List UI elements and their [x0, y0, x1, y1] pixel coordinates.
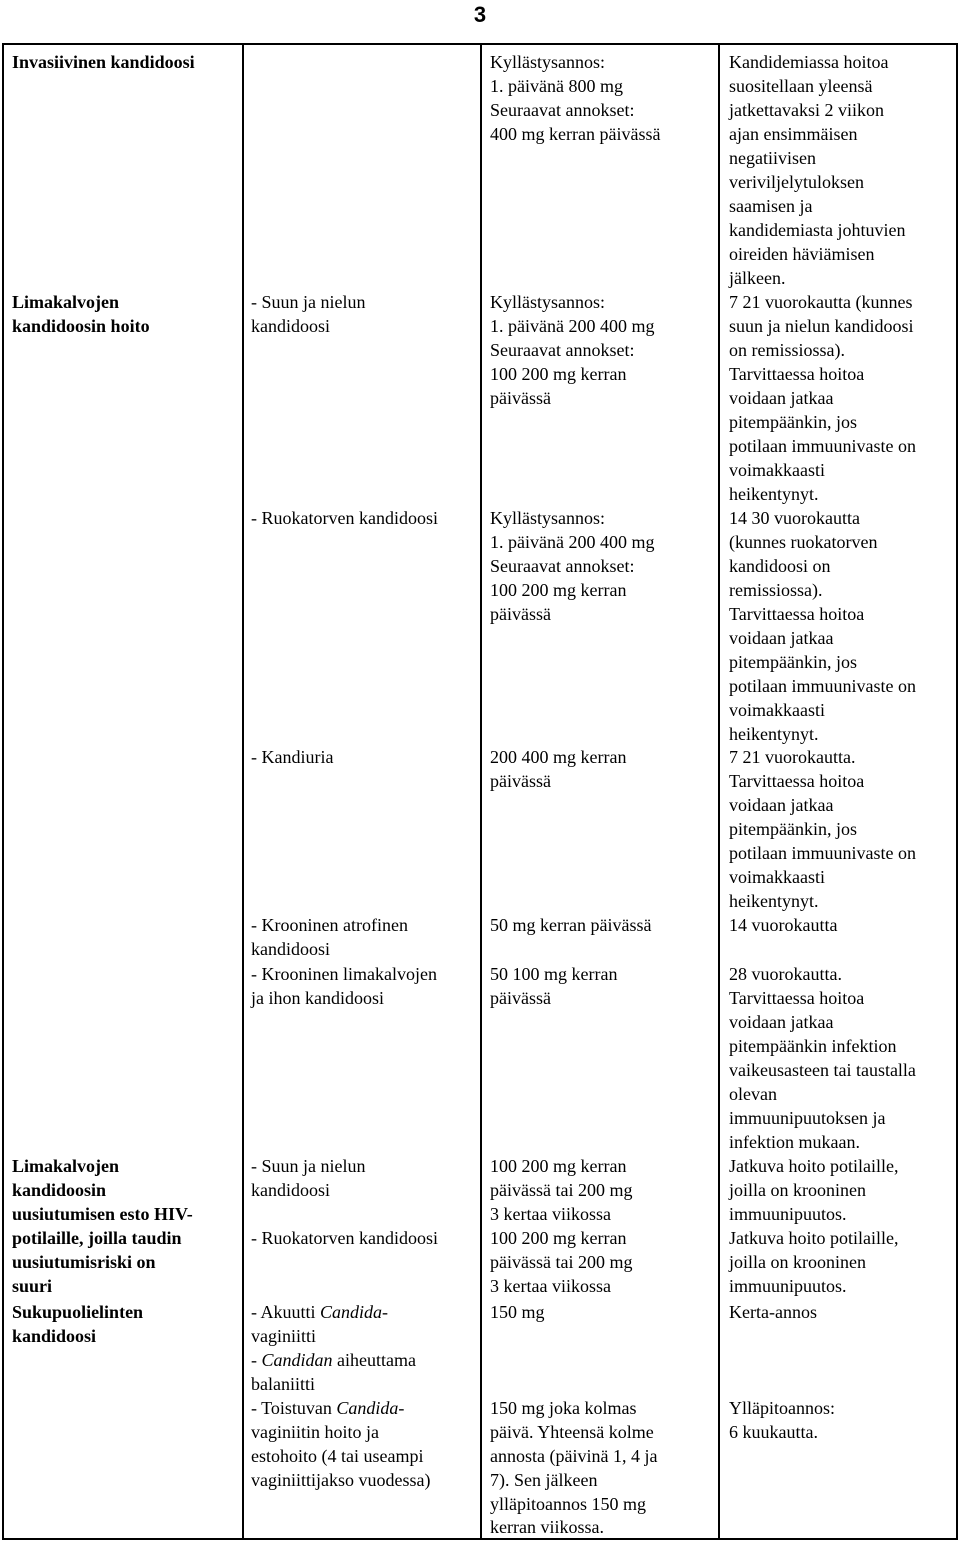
duration-line: 14 vuorokautta [729, 915, 838, 935]
table-border-top [2, 43, 958, 45]
duration-line: potilaan immuunivaste on [729, 676, 916, 696]
dose-line: 1. päivänä 200 400 mg [490, 316, 655, 336]
dose-line: 1. päivänä 800 mg [490, 76, 623, 96]
subtype-line: estohoito (4 tai useampi [251, 1446, 424, 1466]
duration-line: voidaan jatkaa [729, 388, 834, 408]
duration-line: immuunipuutos. [729, 1276, 847, 1296]
duration-line: Kandidemiassa hoitoa [729, 52, 889, 72]
duration-line: pitempäänkin, jos [729, 819, 857, 839]
duration-line: voimakkaasti [729, 700, 825, 720]
duration-line: heikentynyt. [729, 484, 819, 504]
duration-line: Tarvittaessa hoitoa [729, 364, 865, 384]
duration-line: heikentynyt. [729, 724, 819, 744]
duration-line: voimakkaasti [729, 460, 825, 480]
text-run: - Akuutti [251, 1302, 321, 1322]
dose-line: 100 200 mg kerran [490, 580, 627, 600]
duration-line: infektion mukaan. [729, 1132, 860, 1152]
text-run-italic: Candida [336, 1398, 399, 1418]
duration-line: 6 kuukautta. [729, 1422, 818, 1442]
label-line: uusiutumisriski on [12, 1252, 156, 1272]
duration-line: kandidemiasta johtuvien [729, 220, 906, 240]
duration-line: potilaan immuunivaste on [729, 843, 916, 863]
duration-line: pitempäänkin, jos [729, 412, 857, 432]
column-divider-2 [480, 43, 482, 1540]
text-run: - [382, 1302, 389, 1322]
duration-line: immuunipuutoksen ja [729, 1108, 886, 1128]
dose-line: 50 100 mg kerran [490, 964, 618, 984]
duration-line: suositellaan yleensä [729, 76, 873, 96]
duration-line: olevan [729, 1084, 777, 1104]
column-divider-1 [242, 43, 244, 1540]
duration-line: negatiivisen [729, 148, 816, 168]
label-line: uusiutumisen esto HIV- [12, 1204, 193, 1224]
text-run-italic: Candidan [261, 1350, 333, 1370]
dose-line: 400 mg kerran päivässä [490, 124, 661, 144]
duration-line: immuunipuutos. [729, 1204, 847, 1224]
duration-line: voidaan jatkaa [729, 1012, 834, 1032]
duration-line: kandidoosi on [729, 556, 831, 576]
duration-line: heikentynyt. [729, 891, 819, 911]
duration-line: voimakkaasti [729, 867, 825, 887]
label-line: kandidoosin [12, 1180, 107, 1200]
label-line: potilaille, joilla taudin [12, 1228, 182, 1248]
subtype-line: - Krooninen limakalvojen [251, 964, 437, 984]
duration-line: oireiden häviämisen [729, 244, 875, 264]
dose-line: päivässä [490, 771, 551, 791]
table-border-bottom [2, 1538, 958, 1540]
duration-line: joilla on krooninen [729, 1180, 866, 1200]
duration-line: voidaan jatkaa [729, 795, 834, 815]
duration-line: 7 21 vuorokautta (kunnes [729, 292, 913, 312]
duration-line: suun ja nielun kandidoosi [729, 316, 914, 336]
dose-line: Kyllästysannos: [490, 292, 605, 312]
dose-line: päivässä tai 200 mg [490, 1252, 633, 1272]
dose-line: Seuraavat annokset: [490, 100, 635, 120]
dose-line: 150 mg joka kolmas [490, 1398, 637, 1418]
duration-line: voidaan jatkaa [729, 628, 834, 648]
label-line: kandidoosi [12, 1326, 97, 1346]
dose-line: kerran viikossa. [490, 1517, 604, 1537]
dose-line: 3 kertaa viikossa [490, 1204, 611, 1224]
dose-line: Seuraavat annokset: [490, 340, 635, 360]
dose-line: Kyllästysannos: [490, 508, 605, 528]
dose-line: 50 mg kerran päivässä [490, 915, 652, 935]
subtype-line: - Kandiuria [251, 747, 334, 767]
dose-line: päivässä [490, 604, 551, 624]
duration-line: Jatkuva hoito potilaille, [729, 1156, 899, 1176]
dose-line: 100 200 mg kerran [490, 1156, 627, 1176]
duration-line: 7 21 vuorokautta. [729, 747, 856, 767]
subtype-line: vaginiitin hoito ja [251, 1422, 379, 1442]
duration-line: jälkeen. [729, 268, 786, 288]
text-run-italic: Candida [320, 1302, 383, 1322]
text-run: - Toistuvan [251, 1398, 337, 1418]
label-line: Sukupuolielinten [12, 1302, 144, 1322]
column-divider-3 [718, 43, 720, 1540]
subtype-line: - Ruokatorven kandidoosi [251, 1228, 438, 1248]
dose-line: 100 200 mg kerran [490, 1228, 627, 1248]
duration-line: pitempäänkin infektion [729, 1036, 897, 1056]
duration-line: ajan ensimmäisen [729, 124, 858, 144]
duration-line: saamisen ja [729, 196, 813, 216]
invasive-candidiasis-label: Invasiivinen kandidoosi [12, 52, 195, 72]
table-border-left [2, 43, 4, 1540]
duration-line: on remissiossa). [729, 340, 845, 360]
duration-line: Tarvittaessa hoitoa [729, 604, 865, 624]
subtype-line [251, 1396, 404, 1420]
text-run: - [398, 1398, 405, 1418]
dose-line: Kyllästysannos: [490, 52, 605, 72]
label-line: Limakalvojen [12, 292, 120, 312]
subtype-line: balaniitti [251, 1374, 315, 1394]
duration-line: joilla on krooninen [729, 1252, 866, 1272]
duration-line: potilaan immuunivaste on [729, 436, 916, 456]
label-line: Limakalvojen [12, 1156, 120, 1176]
dose-line: 200 400 mg kerran [490, 747, 627, 767]
dose-line: päivässä [490, 388, 551, 408]
subtype-line: kandidoosi [251, 939, 330, 959]
subtype-line [251, 1300, 388, 1324]
subtype-line: - Ruokatorven kandidoosi [251, 508, 438, 528]
text-run: - [251, 1350, 262, 1370]
duration-line: Tarvittaessa hoitoa [729, 988, 865, 1008]
subtype-line: vaginiittijakso vuodessa) [251, 1470, 431, 1490]
table-border-right [956, 43, 958, 1540]
subtype-line: kandidoosi [251, 1180, 330, 1200]
label-line: suuri [12, 1276, 53, 1296]
dose-line: 3 kertaa viikossa [490, 1276, 611, 1296]
dose-line: 1. päivänä 200 400 mg [490, 532, 655, 552]
duration-line: veriviljelytuloksen [729, 172, 864, 192]
dose-line: päivässä [490, 988, 551, 1008]
dose-line: päivä. Yhteensä kolme [490, 1422, 654, 1442]
dose-line: päivässä tai 200 mg [490, 1180, 633, 1200]
dose-line: 100 200 mg kerran [490, 364, 627, 384]
subtype-line: - Krooninen atrofinen [251, 915, 408, 935]
subtype-line: vaginiitti [251, 1326, 316, 1346]
dose-line: 7). Sen jälkeen [490, 1470, 598, 1490]
dose-line: ylläpitoannos 150 mg [490, 1494, 646, 1514]
subtype-line: - Suun ja nielun [251, 292, 366, 312]
label-line: kandidoosin hoito [12, 316, 150, 336]
dose-line: Seuraavat annokset: [490, 556, 635, 576]
duration-line: pitempäänkin, jos [729, 652, 857, 672]
duration-line: remissiossa). [729, 580, 823, 600]
dose-line: 150 mg [490, 1302, 545, 1322]
duration-line: 14 30 vuorokautta [729, 508, 860, 528]
duration-line: Kerta-annos [729, 1302, 817, 1322]
subtype-line: kandidoosi [251, 316, 330, 336]
duration-line: Ylläpitoannos: [729, 1398, 835, 1418]
text-run: aiheuttama [332, 1350, 416, 1370]
page-number: 3 [473, 2, 487, 27]
subtype-line: ja ihon kandidoosi [251, 988, 384, 1008]
duration-line: (kunnes ruokatorven [729, 532, 878, 552]
dose-line: annosta (päivinä 1, 4 ja [490, 1446, 658, 1466]
duration-line: Jatkuva hoito potilaille, [729, 1228, 899, 1248]
duration-line: vaikeusasteen tai taustalla [729, 1060, 916, 1080]
duration-line: Tarvittaessa hoitoa [729, 771, 865, 791]
duration-line: 28 vuorokautta. [729, 964, 842, 984]
subtype-line: - Suun ja nielun [251, 1156, 366, 1176]
subtype-line [251, 1348, 416, 1372]
duration-line: jatkettavaksi 2 viikon [729, 100, 884, 120]
